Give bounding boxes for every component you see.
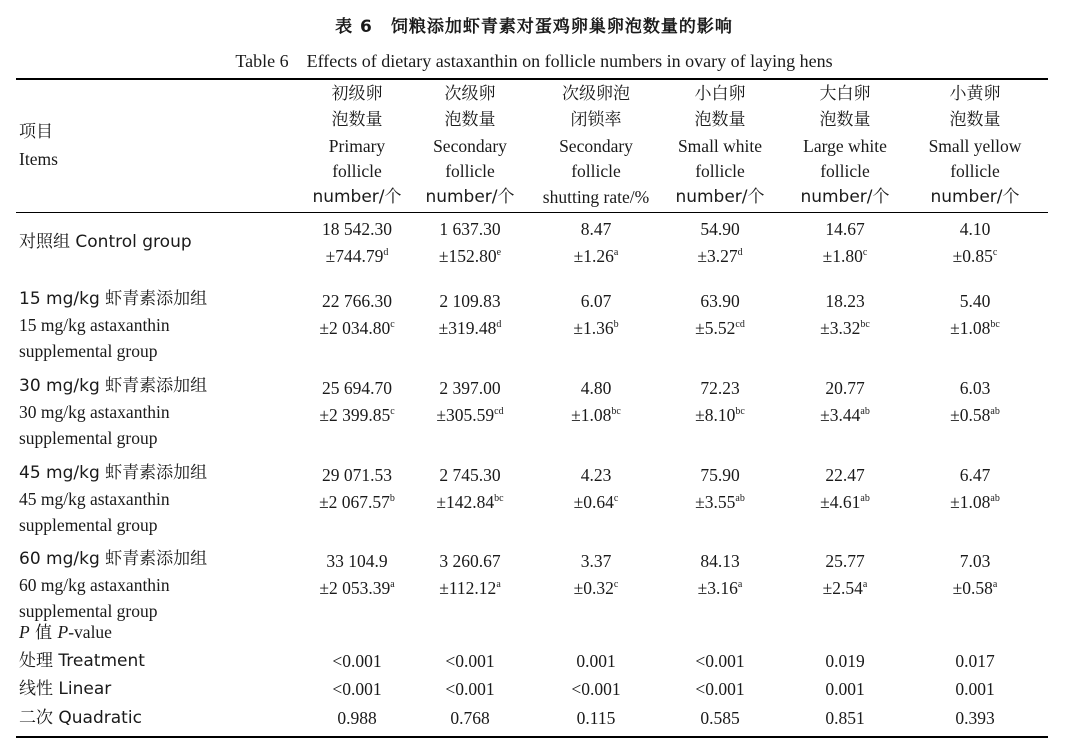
sd-value: ±2 067.57$^b$: [319, 492, 395, 512]
sd-value: ±0.32$^c$: [573, 578, 619, 598]
significance-letter: a: [992, 579, 998, 591]
column-header-line: 初级卵: [331, 84, 383, 104]
mean-value: 1 637.30: [439, 219, 501, 239]
row-label: 60 mg/kg astaxanthin: [19, 575, 170, 595]
column-header-line: follicle: [950, 161, 1000, 181]
column-header-line: 次级卵: [444, 84, 496, 104]
mean-value: 2 745.30: [439, 465, 501, 485]
sd-value: ±3.16$^a$: [697, 578, 743, 598]
mean-value: 54.90: [700, 219, 740, 239]
sd-value: ±0.58$^a$: [952, 578, 998, 598]
significance-letter: bc: [611, 406, 621, 418]
column-header-line: Secondary: [559, 136, 633, 156]
mean-value: 2 397.00: [439, 378, 501, 398]
column-header-line: follicle: [820, 161, 870, 181]
column-header-line: 次级卵泡: [562, 84, 630, 104]
sd-value: ±2 034.80$^c$: [319, 318, 395, 338]
top-rule: [16, 78, 1048, 80]
header-items-en: Items: [19, 149, 58, 169]
significance-letter: bc: [735, 406, 745, 418]
mean-value: 25 694.70: [322, 378, 392, 398]
significance-letter: ab: [735, 493, 745, 505]
row-label: 对照组 Control group: [19, 232, 192, 252]
sd-value: ±8.10$^{bc}$: [695, 405, 745, 425]
significance-letter: b: [389, 493, 395, 505]
significance-letter: c: [992, 247, 998, 259]
significance-letter: a: [390, 579, 395, 591]
sd-value: ±744.79$^d$: [325, 246, 389, 266]
sd-value: ±112.12$^a$: [439, 578, 501, 598]
mean-value: 2 109.83: [439, 291, 501, 311]
row-label: 45 mg/kg 虾青素添加组: [19, 463, 208, 483]
row-label: supplemental group: [19, 341, 158, 361]
sd-value: ±1.08$^{bc}$: [571, 405, 621, 425]
significance-letter: e: [496, 247, 502, 259]
column-header-line: follicle: [571, 161, 621, 181]
mean-value: 5.40: [959, 291, 991, 311]
significance-letter: bc: [990, 319, 1000, 331]
row-label: 60 mg/kg 虾青素添加组: [19, 549, 208, 569]
bottom-rule: [16, 736, 1048, 738]
significance-letter: c: [613, 493, 619, 505]
sd-value: ±1.26$^a$: [573, 246, 619, 266]
column-header-line: 闭锁率: [570, 110, 622, 130]
pvalue-cell: <0.001: [445, 679, 495, 699]
mean-value: 18 542.30: [322, 219, 392, 239]
row-label: supplemental group: [19, 428, 158, 448]
column-header-line: number/个: [800, 187, 890, 207]
table-title-cn: 表 6 饲粮添加虾青素对蛋鸡卵巢卵泡数量的影响: [335, 17, 733, 37]
column-header-line: Secondary: [433, 136, 507, 156]
column-header-line: 泡数量: [694, 110, 746, 130]
sd-value: ±4.61$^{ab}$: [820, 492, 870, 512]
mean-value: 7.03: [959, 551, 991, 571]
significance-letter: a: [496, 579, 501, 591]
mean-value: 6.03: [959, 378, 991, 398]
mean-value: 20.77: [825, 378, 865, 398]
column-header-line: Primary: [328, 136, 386, 156]
significance-letter: bc: [494, 493, 504, 505]
row-label: 30 mg/kg astaxanthin: [19, 402, 170, 422]
pvalue-cell: <0.001: [332, 679, 382, 699]
pvalue-row-label: 线性 Linear: [19, 679, 112, 699]
sd-value: ±1.36$^b$: [573, 318, 619, 338]
mean-value: 75.90: [700, 465, 740, 485]
significance-letter: b: [613, 319, 619, 331]
pvalue-cell: <0.001: [695, 679, 745, 699]
pvalue-row-label: 二次 Quadratic: [19, 708, 142, 728]
mean-value: 6.07: [580, 291, 612, 311]
significance-letter: ab: [990, 493, 1000, 505]
column-header-line: follicle: [695, 161, 745, 181]
mean-value: 22.47: [825, 465, 865, 485]
header-items-cn: 项目: [19, 122, 53, 142]
pvalue-heading: P 值 P-value: [19, 622, 112, 643]
sd-value: ±1.08$^{bc}$: [950, 318, 1000, 338]
column-header-line: follicle: [332, 161, 382, 181]
sd-value: ±3.44$^{ab}$: [820, 405, 870, 425]
column-header-line: 泡数量: [949, 110, 1001, 130]
column-header-line: 泡数量: [444, 110, 496, 130]
mean-value: 3 260.67: [439, 551, 501, 571]
significance-letter: d: [496, 319, 502, 331]
column-header-line: 泡数量: [819, 110, 871, 130]
pvalue-cell: 0.001: [955, 679, 995, 699]
mean-value: 4.23: [580, 465, 612, 485]
significance-letter: c: [862, 247, 868, 259]
significance-letter: a: [737, 579, 743, 591]
sd-value: ±3.32$^{bc}$: [820, 318, 870, 338]
sd-value: ±0.85$^c$: [952, 246, 998, 266]
sd-value: ±3.27$^d$: [697, 246, 743, 266]
mean-value: 18.23: [825, 291, 865, 311]
pvalue-cell: <0.001: [445, 651, 495, 671]
column-header-line: Large white: [803, 136, 887, 156]
column-header-line: 泡数量: [331, 110, 383, 130]
pvalue-cell: 0.851: [825, 708, 865, 728]
pvalue-cell: 0.115: [576, 708, 616, 728]
header-rule: [16, 212, 1048, 213]
significance-letter: c: [390, 406, 395, 418]
sd-value: ±2.54$^a$: [822, 578, 868, 598]
column-header-line: shutting rate/%: [542, 187, 650, 207]
row-label: 15 mg/kg 虾青素添加组: [19, 289, 208, 309]
table-title-en: Table 6 Effects of dietary astaxanthin on follicle numbers in ovary of laying hens: [235, 51, 833, 71]
row-label: 45 mg/kg astaxanthin: [19, 489, 170, 509]
column-header-line: follicle: [445, 161, 495, 181]
mean-value: 4.10: [959, 219, 991, 239]
significance-letter: cd: [735, 319, 745, 331]
column-header-line: number/个: [675, 187, 765, 207]
pvalue-cell: <0.001: [571, 679, 621, 699]
sd-value: ±0.58$^{ab}$: [950, 405, 1000, 425]
significance-letter: a: [613, 247, 619, 259]
pvalue-cell: 0.585: [700, 708, 740, 728]
column-header-line: 小黄卵: [949, 84, 1001, 104]
mean-value: 29 071.53: [322, 465, 392, 485]
sd-value: ±0.64$^c$: [573, 492, 619, 512]
column-header-line: number/个: [930, 187, 1020, 207]
column-header-line: number/个: [312, 187, 402, 207]
pvalue-cell: 0.001: [576, 651, 616, 671]
significance-letter: a: [862, 579, 868, 591]
mean-value: 8.47: [580, 219, 612, 239]
sd-value: ±3.55$^{ab}$: [695, 492, 745, 512]
mean-value: 14.67: [825, 219, 865, 239]
mean-value: 84.13: [700, 551, 740, 571]
mean-value: 3.37: [580, 551, 612, 571]
sd-value: ±1.80$^c$: [822, 246, 868, 266]
mean-value: 33 104.9: [326, 551, 388, 571]
pvalue-cell: 0.019: [825, 651, 865, 671]
sd-value: ±142.84$^{bc}$: [436, 492, 504, 512]
sd-value: ±2 053.39$^a$: [319, 578, 395, 598]
significance-letter: cd: [494, 406, 504, 418]
significance-letter: c: [390, 319, 395, 331]
mean-value: 22 766.30: [322, 291, 392, 311]
significance-letter: d: [737, 247, 743, 259]
significance-letter: d: [383, 247, 389, 259]
mean-value: 63.90: [700, 291, 740, 311]
sd-value: ±305.59$^{cd}$: [436, 405, 504, 425]
column-header-line: number/个: [425, 187, 515, 207]
row-label: 30 mg/kg 虾青素添加组: [19, 376, 208, 396]
mean-value: 4.80: [580, 378, 612, 398]
mean-value: 72.23: [700, 378, 740, 398]
sd-value: ±1.08$^{ab}$: [950, 492, 1000, 512]
pvalue-cell: <0.001: [332, 651, 382, 671]
pvalue-cell: 0.768: [450, 708, 490, 728]
sd-value: ±152.80$^e$: [438, 246, 502, 266]
pvalue-cell: <0.001: [695, 651, 745, 671]
pvalue-cell: 0.988: [337, 708, 377, 728]
row-label: supplemental group: [19, 601, 158, 621]
pvalue-cell: 0.393: [955, 708, 995, 728]
column-header-line: Small yellow: [928, 136, 1022, 156]
column-header-line: Small white: [677, 136, 763, 156]
sd-value: ±319.48$^d$: [438, 318, 502, 338]
column-header-line: 小白卵: [694, 84, 746, 104]
pvalue-cell: 0.017: [955, 651, 995, 671]
sd-value: ±2 399.85$^c$: [319, 405, 395, 425]
column-header-line: 大白卵: [819, 84, 871, 104]
pvalue-cell: 0.001: [825, 679, 865, 699]
significance-letter: ab: [860, 493, 870, 505]
mean-value: 6.47: [959, 465, 991, 485]
significance-letter: ab: [990, 406, 1000, 418]
significance-letter: bc: [860, 319, 870, 331]
pvalue-row-label: 处理 Treatment: [19, 651, 145, 671]
row-label: 15 mg/kg astaxanthin: [19, 315, 170, 335]
sd-value: ±5.52$^{cd}$: [695, 318, 745, 338]
mean-value: 25.77: [825, 551, 865, 571]
significance-letter: ab: [860, 406, 870, 418]
significance-letter: c: [613, 579, 619, 591]
row-label: supplemental group: [19, 515, 158, 535]
